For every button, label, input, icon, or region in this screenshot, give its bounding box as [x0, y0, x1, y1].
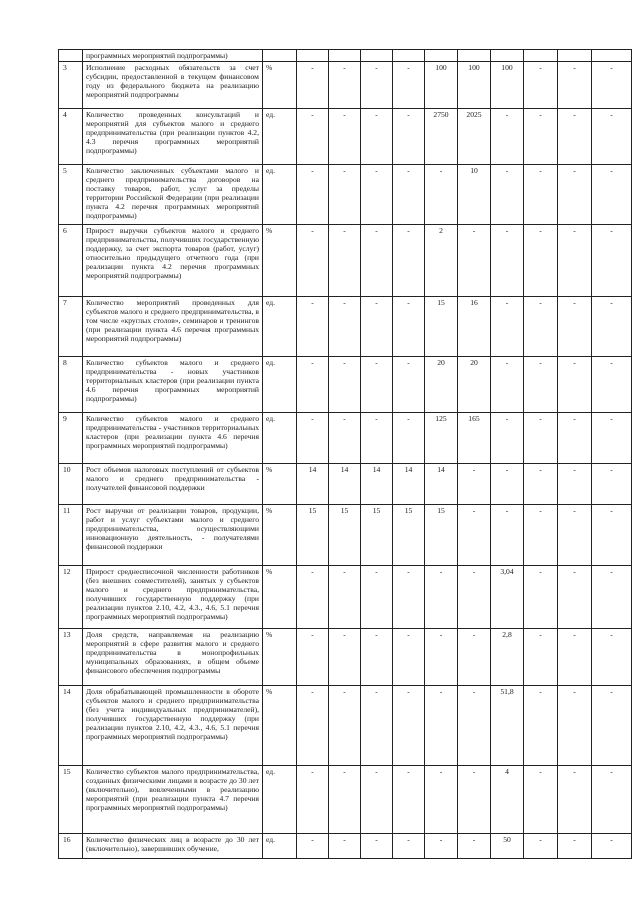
table-row — [59, 686, 632, 766]
value-cell — [329, 50, 361, 62]
value-cell: - — [425, 566, 458, 629]
value-cell: - — [524, 165, 558, 225]
value-cell — [458, 50, 491, 62]
value-cell: - — [297, 629, 329, 686]
value-cell: - — [297, 686, 329, 766]
value-cell: - — [524, 109, 558, 165]
row-number-cell: 16 — [59, 834, 83, 859]
value-cell: - — [329, 225, 361, 297]
indicator-text-cell: Количество заключенных субъектами малого и среднего предпринимательства договоров на поставку товаров, работ, услуг за пределы территории Российской Федерации (при реализации пункта 4.2 перечня программных мероприятий подпрограммы) — [83, 165, 263, 225]
indicator-text-cell: Рост выручки от реализации товаров, продукции, работ и услуг субъектами малого и среднего предпринимательства, осуществляющими инновационную деятельность, - получателями финансовой поддержки — [83, 505, 263, 566]
value-cell — [491, 50, 524, 62]
value-cell: - — [592, 834, 632, 859]
value-cell: - — [558, 629, 592, 686]
value-cell: - — [297, 766, 329, 834]
value-cell: 125 — [425, 413, 458, 464]
unit-cell: % — [263, 505, 297, 566]
value-cell: - — [393, 62, 425, 109]
value-cell: - — [425, 834, 458, 859]
value-cell: - — [524, 505, 558, 566]
value-cell: - — [558, 766, 592, 834]
value-cell: - — [558, 297, 592, 357]
value-cell: - — [329, 686, 361, 766]
value-cell: - — [361, 629, 393, 686]
value-cell: - — [592, 297, 632, 357]
indicator-text-cell: Доля обрабатывающей промышленности в обороте субъектов малого и среднего предпринимательства (без учета индивидуальных предпринимателей), получивших государственную поддержку (при реализации пунктов 2.10, 4.2, 4.3., 4.6, 5.1 перечня программных мероприятий подпрограммы) — [83, 686, 263, 766]
unit-cell: ед. — [263, 297, 297, 357]
unit-cell: ед. — [263, 766, 297, 834]
row-number-cell: 9 — [59, 413, 83, 464]
value-cell: - — [524, 566, 558, 629]
value-cell — [297, 50, 329, 62]
value-cell: - — [329, 629, 361, 686]
value-cell: - — [297, 225, 329, 297]
document-table-sheet — [58, 49, 611, 859]
value-cell: - — [329, 109, 361, 165]
value-cell: - — [425, 766, 458, 834]
value-cell: - — [491, 109, 524, 165]
value-cell: 50 — [491, 834, 524, 859]
row-number-cell: 6 — [59, 225, 83, 297]
value-cell: - — [361, 109, 393, 165]
table-row — [59, 629, 632, 686]
value-cell — [425, 50, 458, 62]
value-cell: - — [458, 566, 491, 629]
value-cell: - — [425, 165, 458, 225]
value-cell: - — [524, 686, 558, 766]
value-cell: 15 — [329, 505, 361, 566]
value-cell: - — [329, 766, 361, 834]
value-cell: - — [458, 464, 491, 505]
value-cell — [592, 50, 632, 62]
value-cell: - — [458, 505, 491, 566]
value-cell: - — [592, 165, 632, 225]
value-cell: 165 — [458, 413, 491, 464]
value-cell: - — [491, 297, 524, 357]
value-cell: - — [458, 686, 491, 766]
value-cell: - — [458, 629, 491, 686]
value-cell: - — [592, 566, 632, 629]
value-cell: 100 — [425, 62, 458, 109]
value-cell: - — [524, 766, 558, 834]
indicator-text-cell: Количество субъектов малого предпринимательства, созданных физическими лицами в возрасте до 30 лет (включительно), вовлеченными в реализацию мероприятий (при реализации пункта 4.7 перечня программных мероприятий подпрограммы) — [83, 766, 263, 834]
value-cell: - — [592, 225, 632, 297]
indicator-text-cell: Прирост выручки субъектов малого и среднего предпринимательства, получивших государственную поддержку, за счет экспорта товаров (работ, услуг) относительно предыдущего отчетного года (при реализации пункта 4.2 перечня программных мероприятий подпрограммы) — [83, 225, 263, 297]
table-row — [59, 413, 632, 464]
row-number-cell: 4 — [59, 109, 83, 165]
value-cell: 2 — [425, 225, 458, 297]
unit-cell: % — [263, 62, 297, 109]
value-cell: - — [558, 225, 592, 297]
value-cell: 20 — [458, 357, 491, 413]
value-cell: - — [458, 766, 491, 834]
value-cell — [361, 50, 393, 62]
value-cell: - — [558, 62, 592, 109]
value-cell: - — [361, 413, 393, 464]
value-cell: - — [393, 566, 425, 629]
value-cell: 14 — [425, 464, 458, 505]
unit-cell: % — [263, 464, 297, 505]
value-cell: - — [361, 165, 393, 225]
value-cell: - — [425, 686, 458, 766]
value-cell: - — [329, 413, 361, 464]
unit-cell — [263, 50, 297, 62]
value-cell: - — [361, 357, 393, 413]
value-cell: - — [558, 109, 592, 165]
value-cell: - — [329, 62, 361, 109]
value-cell: 15 — [297, 505, 329, 566]
value-cell: - — [558, 566, 592, 629]
value-cell: 15 — [425, 505, 458, 566]
value-cell: - — [361, 686, 393, 766]
table-row — [59, 766, 632, 834]
unit-cell: ед. — [263, 834, 297, 859]
value-cell: - — [393, 357, 425, 413]
value-cell: 2,8 — [491, 629, 524, 686]
value-cell: - — [524, 464, 558, 505]
value-cell: - — [592, 62, 632, 109]
value-cell: 14 — [297, 464, 329, 505]
value-cell: - — [524, 629, 558, 686]
row-number-cell: 7 — [59, 297, 83, 357]
row-number-cell: 8 — [59, 357, 83, 413]
value-cell: 20 — [425, 357, 458, 413]
value-cell: - — [592, 505, 632, 566]
value-cell: - — [558, 165, 592, 225]
value-cell: - — [329, 566, 361, 629]
indicator-text-cell: Количество физических лиц в возрасте до 30 лет (включительно), завершивших обучение, — [83, 834, 263, 859]
value-cell: 14 — [393, 464, 425, 505]
table-body — [59, 50, 632, 859]
value-cell: - — [458, 834, 491, 859]
table-row — [59, 62, 632, 109]
value-cell: - — [329, 834, 361, 859]
value-cell — [393, 50, 425, 62]
value-cell: - — [524, 834, 558, 859]
indicator-text-cell: Количество проведенных консультаций и мероприятий для субъектов малого и среднего предпринимательства (при реализации пунктов 4.2, 4.3 перечня программных мероприятий подпрограммы) — [83, 109, 263, 165]
value-cell: - — [361, 225, 393, 297]
value-cell: - — [361, 566, 393, 629]
unit-cell: ед. — [263, 109, 297, 165]
table-row — [59, 50, 632, 62]
indicator-text-cell: Количество субъектов малого и среднего предпринимательства - участников территориальных кластеров (при реализации пункта 4.6 перечня программных мероприятий подпрограммы) — [83, 413, 263, 464]
value-cell: - — [361, 834, 393, 859]
unit-cell: % — [263, 629, 297, 686]
value-cell: - — [524, 297, 558, 357]
value-cell: 51,8 — [491, 686, 524, 766]
indicator-text-cell: Рост объемов налоговых поступлений от субъектов малого и среднего предпринимательства - получателей финансовой поддержки — [83, 464, 263, 505]
value-cell: - — [592, 413, 632, 464]
value-cell: - — [393, 834, 425, 859]
indicators-table — [58, 49, 632, 859]
value-cell: 100 — [491, 62, 524, 109]
table-row — [59, 357, 632, 413]
row-number-cell — [59, 50, 83, 62]
row-number-cell: 10 — [59, 464, 83, 505]
value-cell: - — [393, 686, 425, 766]
indicator-text-cell: Доля средств, направляемая на реализацию мероприятий в сфере развития малого и среднего предпринимательства в монопрофильных муниципальных образованиях, в общем объеме финансового обеспечения подпрограммы — [83, 629, 263, 686]
value-cell: - — [393, 629, 425, 686]
value-cell: - — [425, 629, 458, 686]
value-cell: - — [592, 766, 632, 834]
value-cell: - — [524, 62, 558, 109]
value-cell: - — [297, 566, 329, 629]
value-cell: - — [592, 629, 632, 686]
value-cell: - — [393, 225, 425, 297]
table-row — [59, 225, 632, 297]
value-cell: - — [361, 297, 393, 357]
value-cell: - — [393, 165, 425, 225]
value-cell: - — [393, 766, 425, 834]
value-cell: - — [297, 413, 329, 464]
value-cell: - — [558, 505, 592, 566]
value-cell: - — [491, 225, 524, 297]
value-cell: - — [297, 109, 329, 165]
row-number-cell: 3 — [59, 62, 83, 109]
value-cell: 14 — [361, 464, 393, 505]
value-cell: - — [592, 464, 632, 505]
value-cell: 2025 — [458, 109, 491, 165]
value-cell: - — [393, 109, 425, 165]
value-cell: - — [491, 464, 524, 505]
table-row — [59, 834, 632, 859]
row-number-cell: 14 — [59, 686, 83, 766]
value-cell: - — [297, 357, 329, 413]
row-number-cell: 5 — [59, 165, 83, 225]
value-cell: - — [297, 297, 329, 357]
indicator-text-cell: Исполнение расходных обязательств за счет субсидии, предоставленной в текущем финансовом году из федерального бюджета на реализацию мероприятий подпрограммы — [83, 62, 263, 109]
value-cell: - — [491, 413, 524, 464]
unit-cell: % — [263, 225, 297, 297]
value-cell: - — [361, 62, 393, 109]
value-cell: - — [329, 165, 361, 225]
value-cell: 3,04 — [491, 566, 524, 629]
unit-cell: ед. — [263, 413, 297, 464]
value-cell: - — [393, 413, 425, 464]
value-cell: - — [592, 686, 632, 766]
value-cell: - — [361, 766, 393, 834]
table-row — [59, 566, 632, 629]
row-number-cell: 13 — [59, 629, 83, 686]
value-cell: - — [491, 505, 524, 566]
value-cell: - — [393, 297, 425, 357]
value-cell: - — [558, 413, 592, 464]
value-cell: 4 — [491, 766, 524, 834]
value-cell: - — [297, 165, 329, 225]
table-row — [59, 464, 632, 505]
table-row — [59, 109, 632, 165]
indicator-text-cell: программных мероприятий подпрограммы) — [83, 50, 263, 62]
value-cell: 100 — [458, 62, 491, 109]
value-cell: - — [458, 225, 491, 297]
value-cell: - — [592, 109, 632, 165]
value-cell: 15 — [425, 297, 458, 357]
indicator-text-cell: Количество субъектов малого и среднего предпринимательства - новых участников территориальных кластеров (при реализации пункта 4.6 перечня программных мероприятий подпрограммы) — [83, 357, 263, 413]
value-cell: - — [558, 357, 592, 413]
value-cell: 2750 — [425, 109, 458, 165]
value-cell: - — [558, 686, 592, 766]
table-row — [59, 297, 632, 357]
value-cell: 15 — [361, 505, 393, 566]
value-cell: - — [297, 834, 329, 859]
value-cell: 15 — [393, 505, 425, 566]
value-cell: 10 — [458, 165, 491, 225]
value-cell: - — [524, 413, 558, 464]
unit-cell: % — [263, 686, 297, 766]
value-cell: 16 — [458, 297, 491, 357]
row-number-cell: 15 — [59, 766, 83, 834]
value-cell: - — [558, 464, 592, 505]
value-cell: - — [329, 297, 361, 357]
indicator-text-cell: Количество мероприятий проведенных для субъектов малого и среднего предпринимательства, в том числе «круглых столов», семинаров и тренингов (при реализации пункта 4.6 перечня программных мероприятий подпрограммы) — [83, 297, 263, 357]
row-number-cell: 11 — [59, 505, 83, 566]
indicator-text-cell: Прирост среднесписочной численности работников (без внешних совместителей), занятых у субъектов малого и среднего предпринимательства, получивших государственную поддержку (при реализации пунктов 2.10, 4.2, 4.3., 4.6, 5.1 перечня программных мероприятий подпрограммы) — [83, 566, 263, 629]
unit-cell: ед. — [263, 165, 297, 225]
value-cell: - — [524, 225, 558, 297]
unit-cell: ед. — [263, 357, 297, 413]
value-cell: 14 — [329, 464, 361, 505]
value-cell: - — [491, 165, 524, 225]
value-cell: - — [558, 834, 592, 859]
table-row — [59, 505, 632, 566]
table-row — [59, 165, 632, 225]
row-number-cell: 12 — [59, 566, 83, 629]
value-cell: - — [524, 357, 558, 413]
value-cell — [524, 50, 558, 62]
value-cell: - — [297, 62, 329, 109]
value-cell: - — [592, 357, 632, 413]
value-cell: - — [491, 357, 524, 413]
unit-cell: % — [263, 566, 297, 629]
value-cell — [558, 50, 592, 62]
value-cell: - — [329, 357, 361, 413]
